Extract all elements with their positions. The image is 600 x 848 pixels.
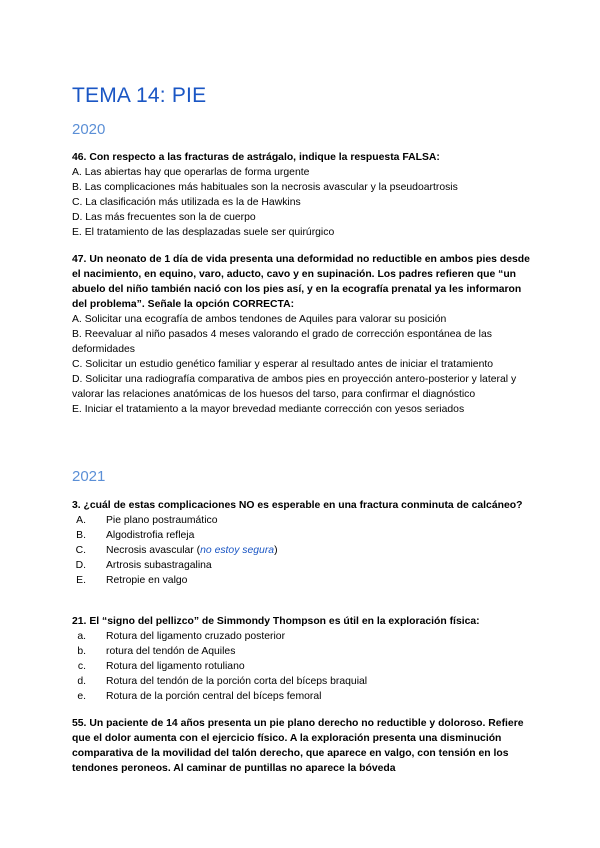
answer-option: B. Las complicaciones más habituales son la necrosis avascular y la pseudoartrosis	[72, 182, 458, 193]
option-marker: a.	[77, 631, 86, 642]
answer-option	[72, 629, 532, 644]
question-stem: 47. Un neonato de 1 día de vida presenta una deformidad no reductible en ambos pies desde el nacimiento, en equino, varo, aducto, cavo y en supinación. Los padres refieren que “un abuelo del niño también nació con los pies así, y en la ecografía prenatal ya les informaron del problema”. Señale la opción CORRECTA:	[72, 254, 530, 310]
question-stem: 55. Un paciente de 14 años presenta un pie plano derecho no reductible y doloroso. Refiere que el dolor aumenta con el ejercicio físico. A la exploración presenta una disminución comparativa de la movilidad del talón derecho, que aparece en valgo, con tensión en los tendones peroneos. Al caminar de puntillas no aparece la bóveda	[72, 718, 524, 774]
answer-option	[72, 543, 532, 558]
answer-option: C. La clasificación más utilizada es la de Hawkins	[72, 197, 301, 208]
option-marker: A.	[76, 515, 86, 526]
question-47	[72, 252, 532, 417]
option-text: Rotura del ligamento rotuliano	[106, 661, 245, 672]
option-text: Pie plano postraumático	[106, 515, 218, 526]
year-heading-2021: 2021	[72, 468, 106, 485]
answer-option	[72, 558, 532, 573]
answer-option	[72, 573, 532, 588]
option-marker: e.	[77, 691, 86, 702]
answer-option	[72, 689, 532, 704]
question-stem: 3. ¿cuál de estas complicaciones NO es esperable en una fractura conminuta de calcáneo?	[72, 500, 523, 511]
question-21	[72, 614, 532, 704]
answer-list	[72, 629, 532, 704]
answer-option: A. Las abiertas hay que operarlas de forma urgente	[72, 167, 310, 178]
answer-option: E. El tratamiento de las desplazadas suele ser quirúrgico	[72, 227, 335, 238]
question-3	[72, 498, 532, 588]
option-marker: E.	[76, 575, 86, 586]
answer-option: A. Solicitar una ecografía de ambos tendones de Aquiles para valorar su posición	[72, 314, 447, 325]
option-marker: B.	[76, 530, 86, 541]
option-text: rotura del tendón de Aquiles	[106, 646, 236, 657]
answer-option	[72, 674, 532, 689]
option-text: Retropie en valgo	[106, 575, 188, 586]
answer-option: D. Las más frecuentes son la de cuerpo	[72, 212, 256, 223]
option-text-end: )	[274, 545, 278, 556]
answer-option	[72, 513, 532, 528]
question-46	[72, 150, 532, 240]
answer-option: E. Iniciar el tratamiento a la mayor brevedad mediante corrección con yesos seriados	[72, 404, 465, 415]
answer-list	[72, 513, 532, 588]
option-text: Rotura del tendón de la porción corta del bíceps braquial	[106, 676, 368, 687]
option-text: Artrosis subastragalina	[106, 560, 212, 571]
question-55	[72, 716, 532, 776]
answer-option	[72, 528, 532, 543]
option-marker: c.	[77, 661, 86, 672]
option-marker: C.	[75, 545, 86, 556]
answer-option	[72, 659, 532, 674]
option-text: Algodistrofia refleja	[106, 530, 195, 541]
question-stem: 21. El “signo del pellizco” de Simmondy Thompson es útil en la exploración física:	[72, 616, 480, 627]
option-marker: b.	[77, 646, 86, 657]
option-text: Rotura del ligamento cruzado posterior	[106, 631, 286, 642]
answer-option: D. Solicitar una radiografía comparativa de ambos pies en proyección antero-posterior y lateral y valorar las relaciones anatómicas de los huesos del tarso, para confirmar el diagnóstico	[72, 374, 517, 400]
year-heading-2020: 2020	[72, 121, 106, 138]
option-text: Necrosis avascular (	[106, 545, 201, 556]
page-title: TEMA 14: PIE	[72, 84, 207, 107]
option-marker: D.	[75, 560, 86, 571]
answer-option: B. Reevaluar al niño pasados 4 meses valorando el grado de corrección espontánea de las deformidades	[72, 329, 492, 355]
option-text: Rotura de la porción central del bíceps femoral	[106, 691, 322, 702]
annotation-note: no estoy segura	[200, 545, 275, 556]
option-marker: d.	[77, 676, 86, 687]
answer-option: C. Solicitar un estudio genético familiar y esperar al resultado antes de iniciar el tratamiento	[72, 359, 494, 370]
answer-option	[72, 644, 532, 659]
question-stem: 46. Con respecto a las fracturas de astrágalo, indique la respuesta FALSA:	[72, 152, 440, 163]
